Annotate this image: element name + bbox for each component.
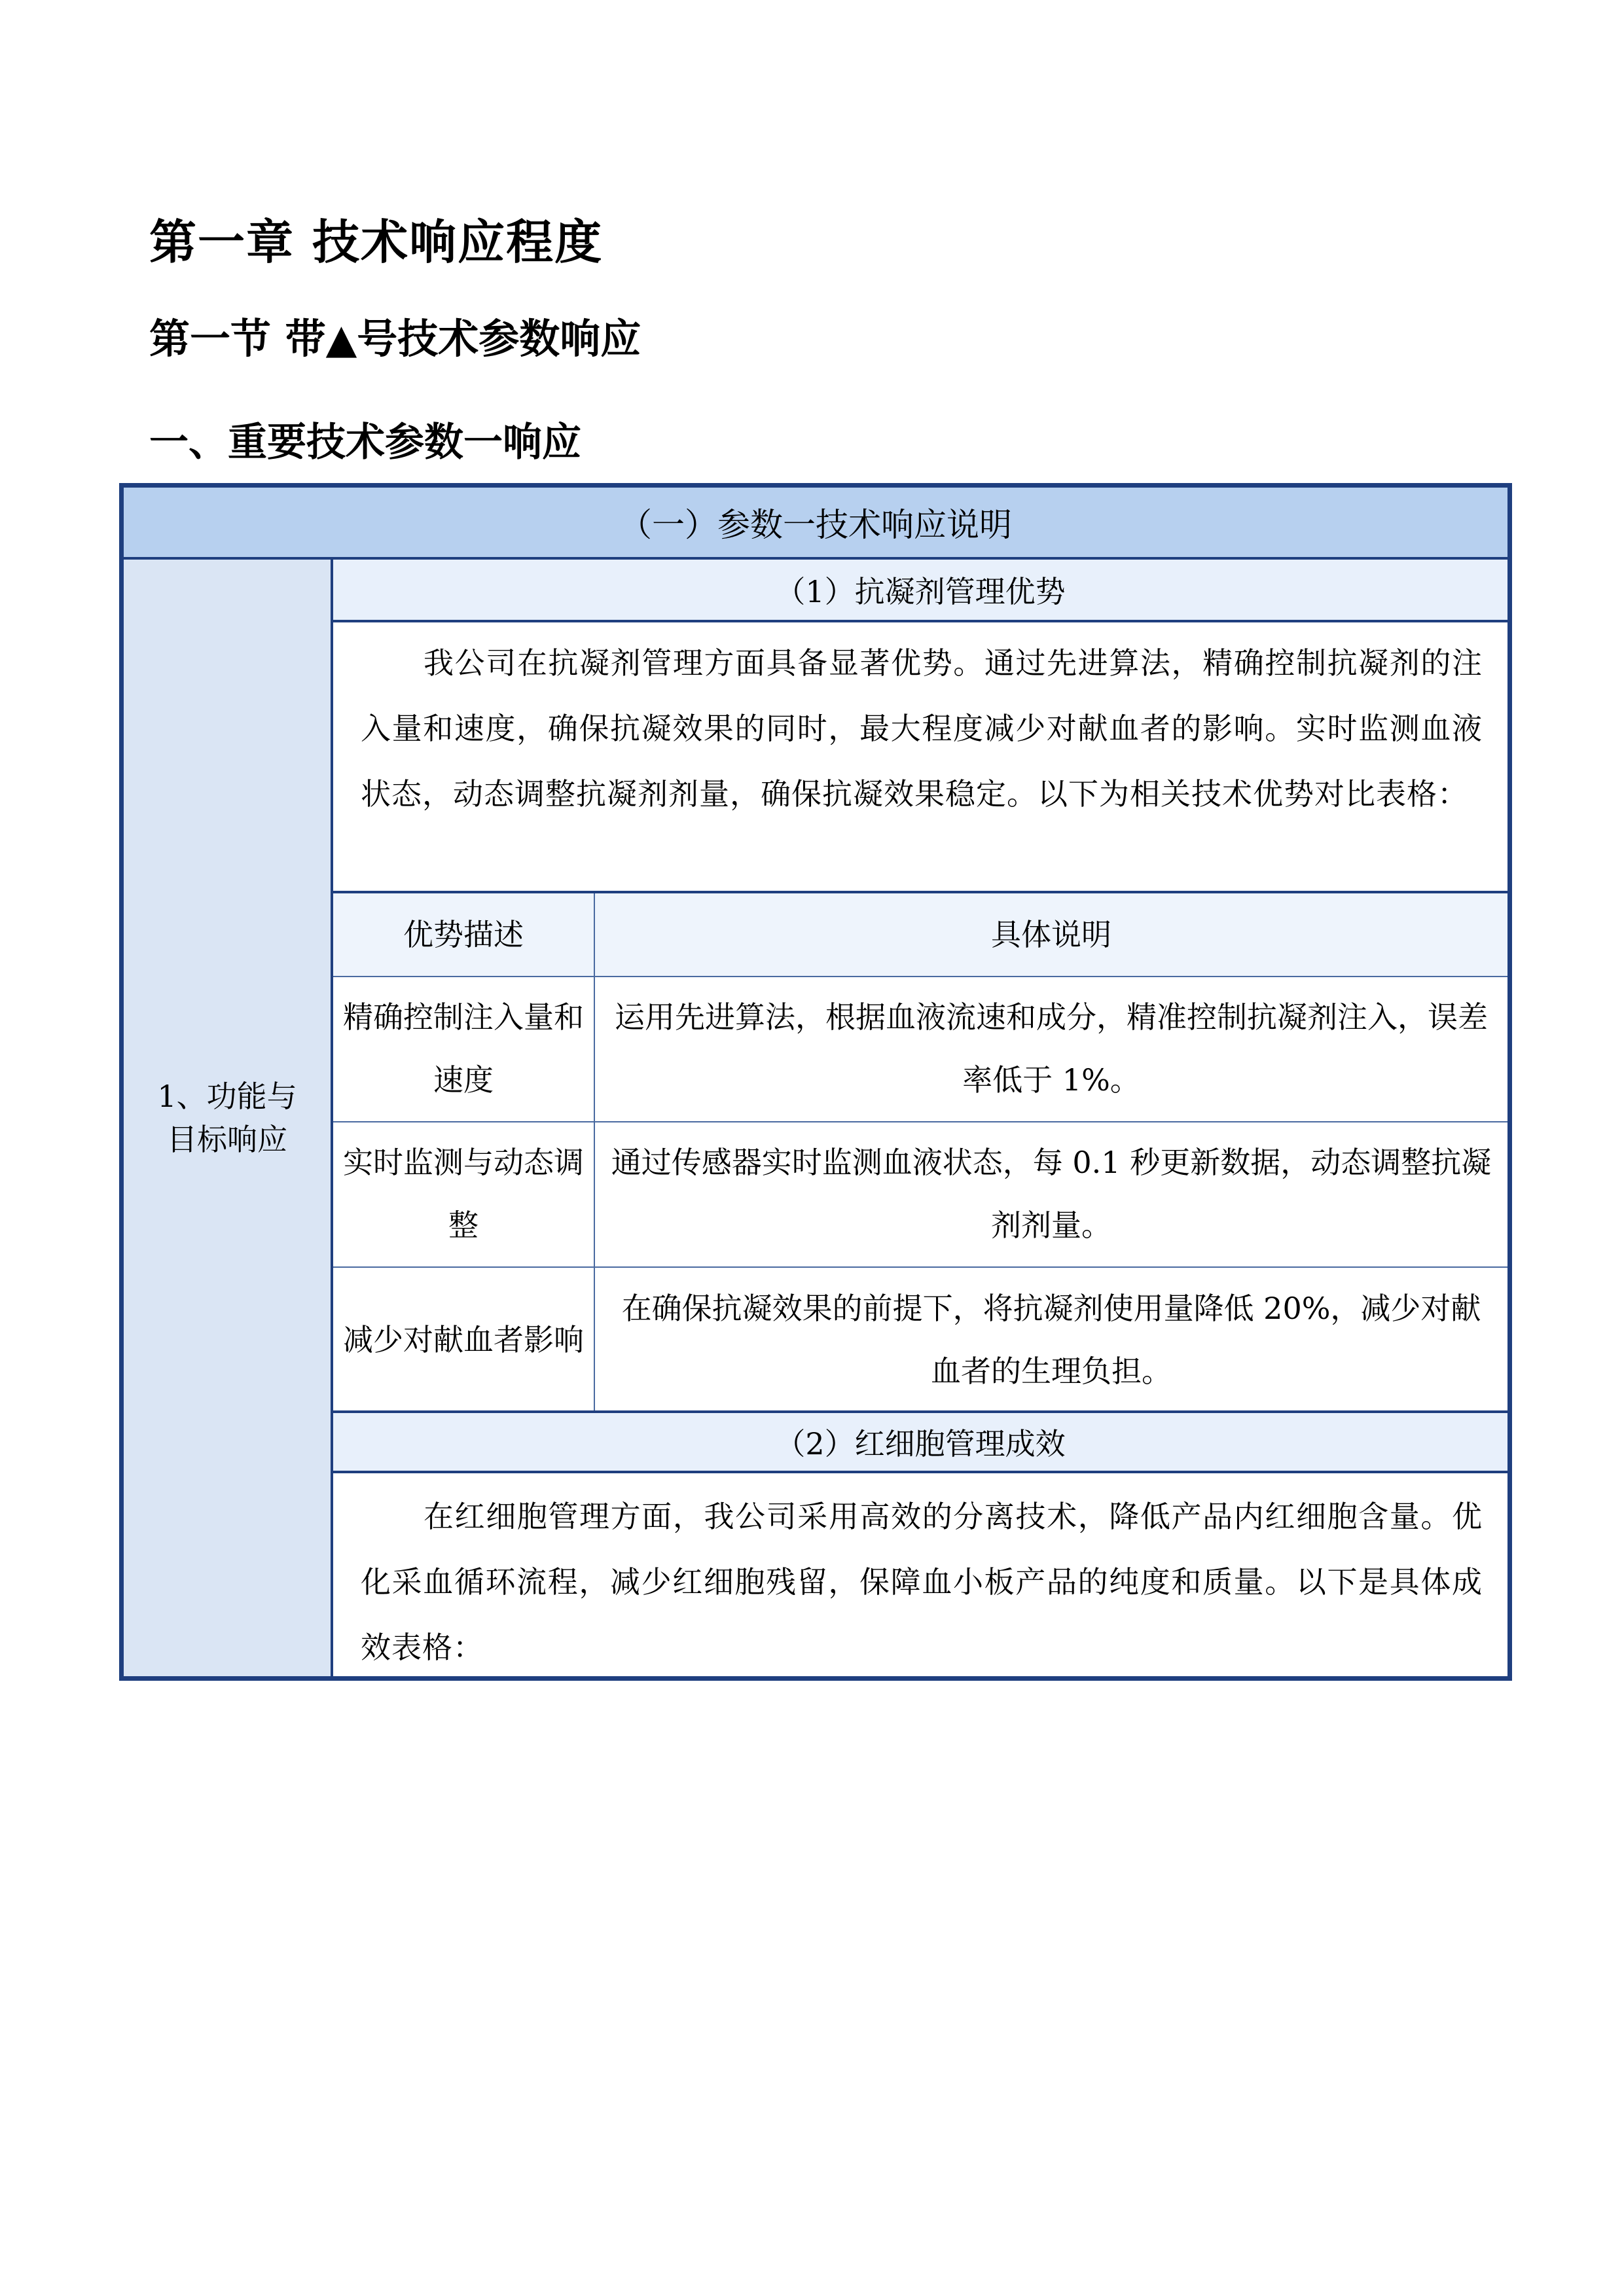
table-title: （一）参数一技术响应说明 [124,488,1507,560]
row-desc: 精确控制注入量和速度 [333,976,595,1121]
table-row [333,1266,1507,1413]
chapter-title: 第一章 技术响应程度 [149,215,604,270]
column-header-detail: 具体说明 [991,917,1111,952]
section-title: 第一节 带▲号技术参数响应 [149,315,641,363]
advantage-table [333,891,1507,1410]
response-table [119,483,1512,1681]
left-label: 1、功能与 目标响应 [157,1079,297,1157]
row-detail: 运用先进算法，根据血液流速和成分，精准控制抗凝剂注入，误差率低于 1%。 [615,999,1488,1098]
left-label-cell [124,560,333,1676]
row-detail: 在确保抗凝效果的前提下，将抗凝剂使用量降低 20%，减少对献血者的生理负担。 [621,1291,1481,1389]
advantage-table-header [333,893,1507,977]
row-detail: 通过传感器实时监测血液状态，每 0.1 秒更新数据，动态调整抗凝剂剂量。 [611,1145,1492,1243]
part1-header: （1）抗凝剂管理优势 [333,560,1507,622]
row-desc: 减少对献血者影响 [333,1266,595,1413]
table-row [333,976,1507,1122]
part2-paragraph: 在红细胞管理方面，我公司采用高效的分离技术，降低产品内红细胞含量。优化采血循环流程，减少红细胞残留，保障血小板产品的纯度和质量。以下是具体成效表格： [361,1499,1483,1665]
part1-paragraph: 我公司在抗凝剂管理方面具备显著优势。通过先进算法，精确控制抗凝剂的注入量和速度，确保抗凝效果的同时，最大程度减少对献血者的影响。实时监测血液状态，动态调整抗凝剂剂量，确保抗凝效果稳定。以下为相关技术优势对比表格： [361,645,1483,812]
table-row [333,1121,1507,1268]
subsection-title: 一、重要技术参数一响应 [149,420,581,465]
part2-header: （2）红细胞管理成效 [333,1410,1507,1473]
column-header-desc: 优势描述 [333,893,595,976]
row-desc: 实时监测与动态调整 [333,1121,595,1266]
